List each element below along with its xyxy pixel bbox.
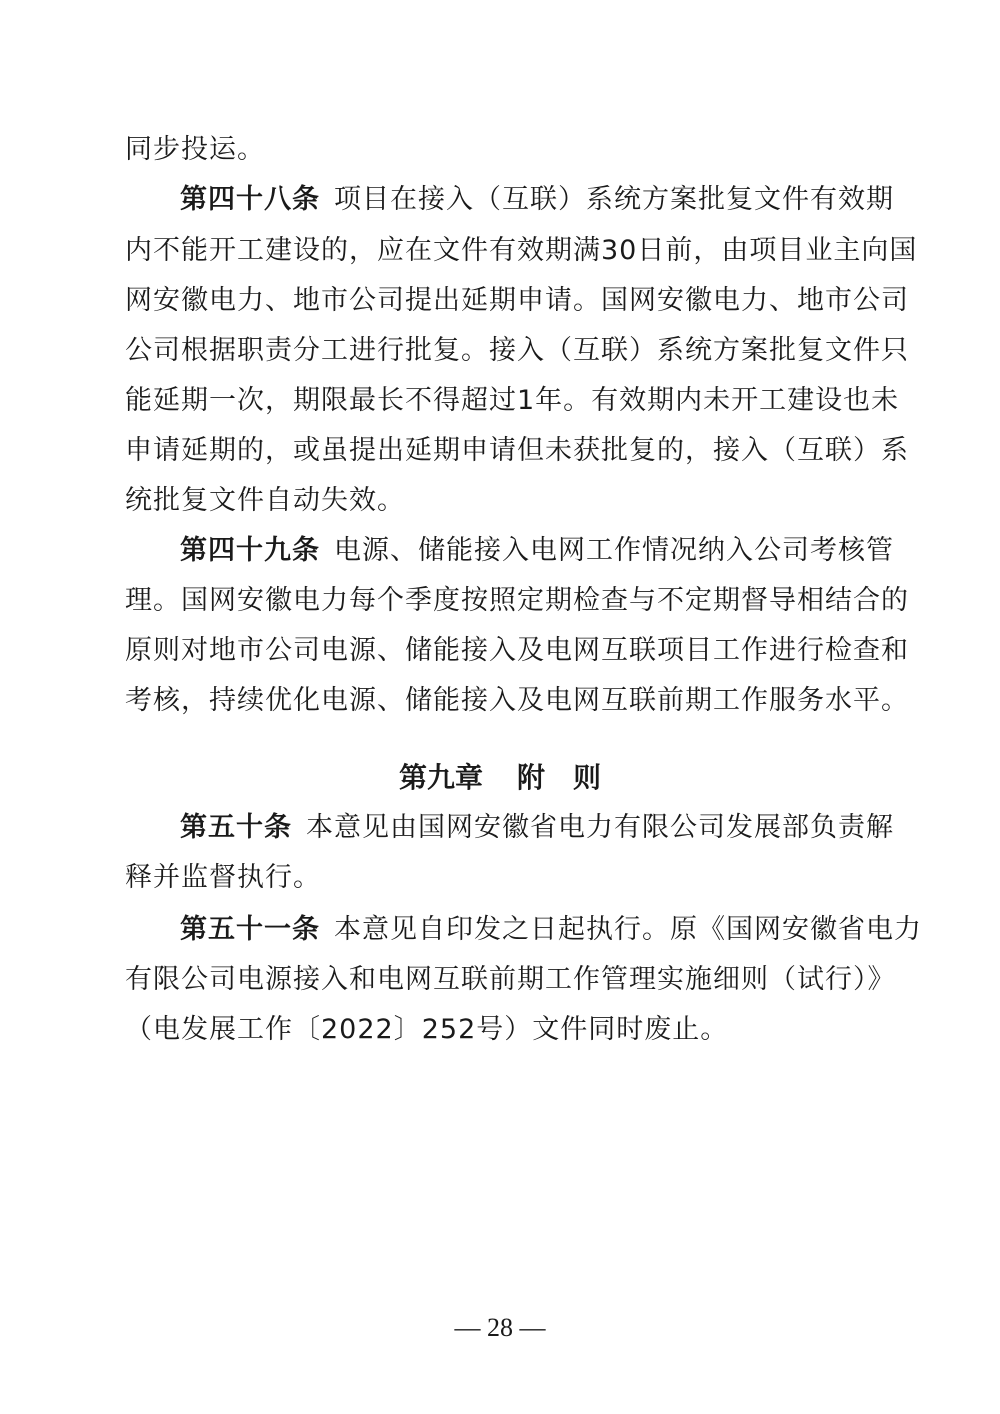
body-line: 统批复文件自动失效。: [125, 485, 405, 516]
article-51-first-line: [180, 910, 922, 950]
article-49-heading: 第四十九条: [180, 535, 320, 566]
chapter-heading: [0, 758, 1000, 798]
body-line: 公司根据职责分工进行批复。接入（互联）系统方案批复文件只: [125, 335, 909, 366]
body-line: 能延期一次，期限最长不得超过1年。有效期内未开工建设也未: [125, 385, 900, 416]
article-49-first-line: [180, 531, 894, 571]
body-line: 理。国网安徽电力每个季度按照定期检查与不定期督导相结合的: [125, 585, 909, 616]
body-line: 内不能开工建设的，应在文件有效期满30日前，由项目业主向国: [125, 235, 918, 266]
body-line: 考核，持续优化电源、储能接入及电网互联前期工作服务水平。: [125, 685, 909, 716]
body-line: 原则对地市公司电源、储能接入及电网互联项目工作进行检查和: [125, 635, 909, 666]
body-line: 申请延期的，或虽提出延期申请但未获批复的，接入（互联）系: [125, 435, 909, 466]
chapter-title: 附 则: [517, 761, 602, 794]
body-line: 同步投运。: [125, 134, 265, 165]
body-line: 网安徽电力、地市公司提出延期申请。国网安徽电力、地市公司: [125, 285, 909, 316]
article-49-text: 电源、储能接入电网工作情况纳入公司考核管: [334, 535, 894, 566]
article-50-heading: 第五十条: [180, 812, 292, 843]
article-50-first-line: [180, 808, 894, 848]
article-48-heading: 第四十八条: [180, 184, 320, 215]
article-48-first-line: [180, 180, 894, 220]
body-line: 有限公司电源接入和电网互联前期工作管理实施细则（试行）》: [125, 964, 896, 995]
chapter-number: 第九章: [398, 761, 483, 794]
article-48-text: 项目在接入（互联）系统方案批复文件有效期: [334, 184, 894, 215]
body-line: （电发展工作〔2022〕252号）文件同时废止。: [125, 1014, 729, 1045]
article-51-text: 本意见自印发之日起执行。原《国网安徽省电力: [334, 914, 922, 945]
article-51-heading: 第五十一条: [180, 914, 320, 945]
page-number: — 28 —: [454, 1313, 546, 1342]
article-50-text: 本意见由国网安徽省电力有限公司发展部负责解: [306, 812, 894, 843]
body-line: 释并监督执行。: [125, 862, 321, 893]
